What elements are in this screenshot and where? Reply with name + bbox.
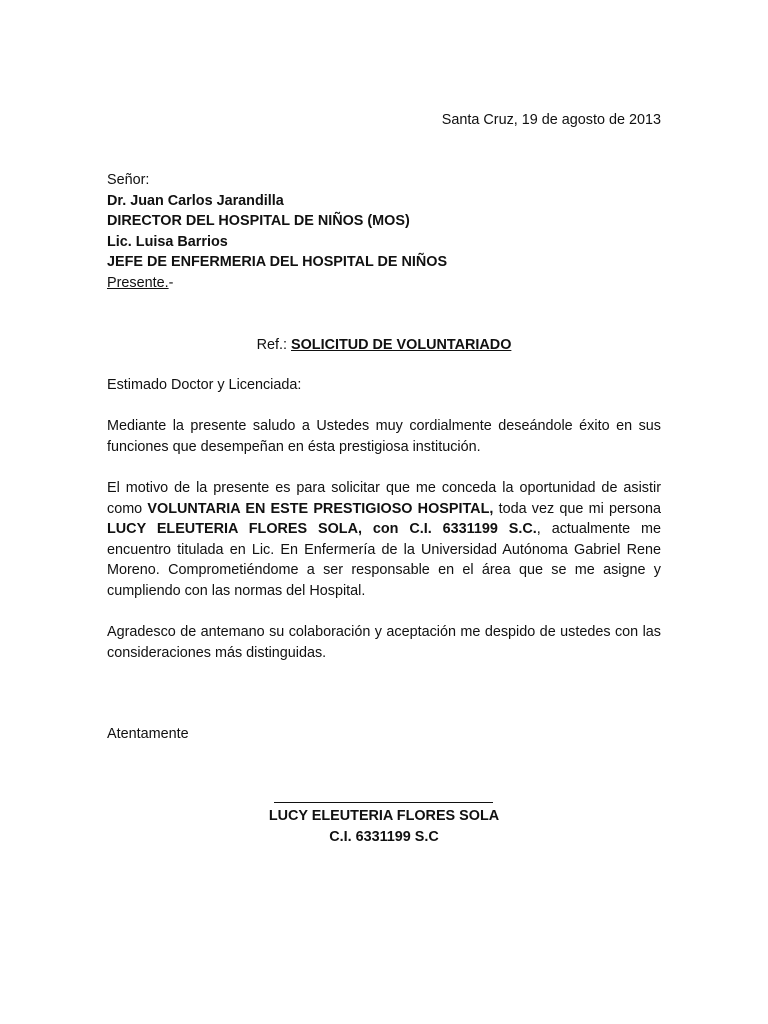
signature-line: [274, 802, 493, 803]
reference-line: [0, 335, 768, 355]
reference-label: Ref.:: [256, 337, 291, 353]
presente-suffix: -: [168, 274, 174, 291]
paragraph-2-part3: , actualmente me encuentro titulada en Lic. En Enfermería de la Universidad Autónoma Gabriel Rene Moreno. Comprometiéndome a ser responsable en el área que se me asigne y cumpliendo con las normas del Hospital.: [107, 521, 661, 599]
presente-line: [107, 273, 667, 294]
paragraph-2-part2: toda vez que mi persona: [493, 500, 661, 517]
recipient2-name: Lic. Luisa Barrios: [107, 233, 228, 250]
closing: Atentamente: [107, 726, 189, 742]
reference-subject: SOLICITUD DE VOLUNTARIADO: [291, 337, 512, 353]
recipient2-title: JEFE DE ENFERMERIA DEL HOSPITAL DE NIÑOS: [107, 254, 448, 271]
greeting: Estimado Doctor y Licenciada:: [107, 377, 302, 393]
addressee-block: [107, 170, 667, 294]
paragraph-2: [107, 478, 661, 602]
signature-id: C.I. 6331199 S.C: [329, 829, 439, 845]
recipient1-title: DIRECTOR DEL HOSPITAL DE NIÑOS (MOS): [107, 213, 410, 230]
paragraph-2-bold2: LUCY ELEUTERIA FLORES SOLA, con C.I. 6331199 S.C.: [107, 521, 537, 538]
paragraph-2-bold1: VOLUNTARIA EN ESTE PRESTIGIOSO HOSPITAL,: [147, 500, 494, 517]
paragraph-2-part1: El motivo de la presente es para solicitar que me conceda la oportunidad de asistir como: [107, 480, 661, 517]
presente-text: Presente.: [107, 274, 169, 291]
salutation-label: Señor:: [107, 172, 150, 188]
letter-date: Santa Cruz, 19 de agosto de 2013: [441, 112, 661, 128]
signature-name: LUCY ELEUTERIA FLORES SOLA: [268, 808, 500, 824]
paragraph-1: Mediante la presente saludo a Ustedes muy cordialmente deseándole éxito en sus funciones que desempeñan en ésta prestigiosa institución.: [107, 418, 661, 455]
recipient1-name: Dr. Juan Carlos Jarandilla: [107, 192, 284, 209]
paragraph-3: Agradesco de antemano su colaboración y aceptación me despido de ustedes con las consideraciones más distinguidas.: [107, 624, 661, 661]
